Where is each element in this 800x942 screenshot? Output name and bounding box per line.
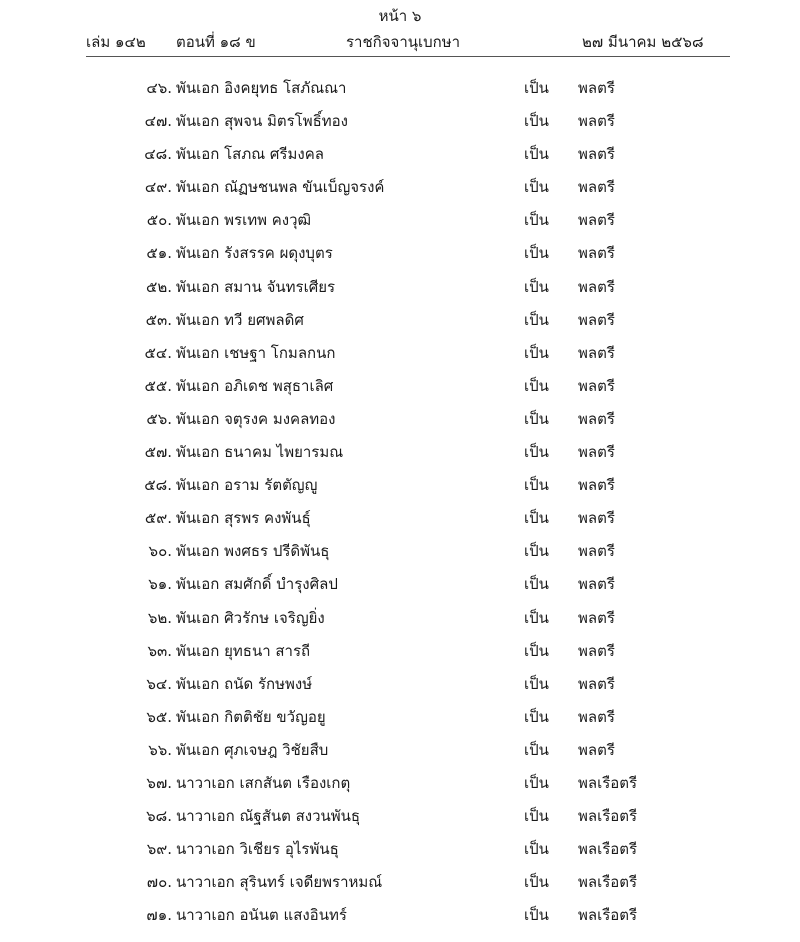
entry-verb: เป็น xyxy=(524,343,549,362)
entry-name: พันเอก กิตติชัย ขวัญอยู xyxy=(176,707,326,726)
list-item xyxy=(0,897,800,930)
list-item xyxy=(0,335,800,368)
entry-number: ๗๑. xyxy=(146,906,172,925)
entry-name: นาวาเอก สุรินทร์ เจดียพราหมณ์ xyxy=(176,873,383,892)
entry-verb: เป็น xyxy=(524,773,549,792)
list-item xyxy=(0,467,800,500)
entry-verb: เป็น xyxy=(524,906,549,925)
entry-rank: พลตรี xyxy=(578,178,615,197)
entry-number: ๖๖. xyxy=(148,740,172,759)
publication-title: ราชกิจจานุเบกษา xyxy=(346,33,461,51)
entry-number: ๖๐. xyxy=(148,542,172,561)
entry-number: ๖๗. xyxy=(146,773,172,792)
appointment-list xyxy=(0,70,800,930)
entry-verb: เป็น xyxy=(524,509,549,528)
list-item xyxy=(0,70,800,103)
entry-verb: เป็น xyxy=(524,641,549,660)
list-item xyxy=(0,302,800,335)
entry-name: พันเอก สมศักดิ์ บำรุงศิลป xyxy=(176,575,338,594)
entry-rank: พลตรี xyxy=(578,707,615,726)
list-item xyxy=(0,434,800,467)
entry-name: พันเอก ศิวรักษ เจริญยิ่ง xyxy=(176,608,325,627)
list-item xyxy=(0,633,800,666)
entry-name: พันเอก ถนัด รักษพงษ์ xyxy=(176,674,313,693)
entry-rank: พลตรี xyxy=(578,542,615,561)
entry-number: ๕๓. xyxy=(145,310,172,329)
entry-rank: พลตรี xyxy=(578,112,615,131)
entry-rank: พลตรี xyxy=(578,310,615,329)
entry-name: พันเอก สุพจน มิตรโพธิ์ทอง xyxy=(176,112,348,131)
entry-name: นาวาเอก วิเชียร อุไรพันธุ xyxy=(176,840,339,859)
entry-number: ๔๗. xyxy=(144,112,172,131)
entry-number: ๖๑. xyxy=(148,575,172,594)
entry-name: พันเอก ศุภเจษฎ วิชัยสืบ xyxy=(176,740,329,759)
list-item xyxy=(0,699,800,732)
entry-name: พันเอก อราม รัตตัญญู xyxy=(176,476,318,495)
entry-name: พันเอก อิงคยุทธ โสภัณณา xyxy=(176,79,347,97)
list-item xyxy=(0,202,800,235)
entry-number: ๔๖. xyxy=(146,79,172,97)
list-item xyxy=(0,798,800,831)
entry-number: ๖๒. xyxy=(147,608,172,627)
entry-number: ๔๘. xyxy=(144,145,172,164)
list-item xyxy=(0,864,800,897)
entry-verb: เป็น xyxy=(524,840,549,859)
entry-rank: พลตรี xyxy=(578,211,615,230)
page-number: หน้า ๖ xyxy=(378,7,422,25)
entry-verb: เป็น xyxy=(524,476,549,495)
publication-date: ๒๗ มีนาคม ๒๕๖๘ xyxy=(582,33,704,51)
entry-verb: เป็น xyxy=(524,145,549,164)
list-item xyxy=(0,136,800,169)
list-item xyxy=(0,235,800,268)
entry-verb: เป็น xyxy=(524,608,549,627)
entry-number: ๖๓. xyxy=(147,641,172,660)
entry-verb: เป็น xyxy=(524,674,549,693)
entry-number: ๖๕. xyxy=(146,707,172,726)
entry-rank: พลตรี xyxy=(578,740,615,759)
entry-rank: พลตรี xyxy=(578,79,615,97)
entry-rank: พลเรือตรี xyxy=(578,840,638,859)
entry-name: พันเอก ทวี ยศพลดิศ xyxy=(176,310,304,329)
header-divider xyxy=(86,56,730,57)
entry-name: พันเอก พงศธร ปรีดิพันธุ xyxy=(176,542,330,561)
entry-number: ๖๙. xyxy=(146,840,172,859)
entry-verb: เป็น xyxy=(524,575,549,594)
volume-label: เล่ม ๑๔๒ xyxy=(86,33,146,51)
entry-rank: พลตรี xyxy=(578,409,615,428)
entry-number: ๕๙. xyxy=(144,509,172,528)
issue-label: ตอนที่ ๑๘ ข xyxy=(176,33,256,51)
list-item xyxy=(0,103,800,136)
gazette-header xyxy=(86,30,730,54)
list-item xyxy=(0,831,800,864)
entry-number: ๕๑. xyxy=(146,244,172,263)
entry-verb: เป็น xyxy=(524,244,549,263)
entry-name: พันเอก จตุรงค มงคลทอง xyxy=(176,409,336,428)
entry-rank: พลเรือตรี xyxy=(578,873,638,892)
list-item xyxy=(0,666,800,699)
entry-name: พันเอก โสภณ ศรีมงคล xyxy=(176,145,324,164)
entry-number: ๖๔. xyxy=(146,674,172,693)
entry-name: นาวาเอก เสกสันต เรืองเกตุ xyxy=(176,773,351,792)
list-item xyxy=(0,600,800,633)
entry-verb: เป็น xyxy=(524,807,549,826)
entry-rank: พลตรี xyxy=(578,343,615,362)
list-item xyxy=(0,765,800,798)
entry-verb: เป็น xyxy=(524,740,549,759)
entry-number: ๗๐. xyxy=(146,873,172,892)
list-item xyxy=(0,566,800,599)
entry-number: ๕๘. xyxy=(144,476,172,495)
entry-verb: เป็น xyxy=(524,707,549,726)
entry-rank: พลตรี xyxy=(578,244,615,263)
entry-rank: พลเรือตรี xyxy=(578,807,638,826)
entry-number: ๖๘. xyxy=(146,807,172,826)
entry-name: พันเอก ณัฏษชนพล ขันเบ็ญจรงค์ xyxy=(176,178,385,197)
entry-number: ๕๔. xyxy=(144,343,172,362)
entry-verb: เป็น xyxy=(524,178,549,197)
entry-rank: พลตรี xyxy=(578,145,615,164)
entry-name: พันเอก สุรพร คงพันธุ์ xyxy=(176,509,311,528)
entry-name: นาวาเอก อนันต แสงอินทร์ xyxy=(176,906,347,925)
entry-verb: เป็น xyxy=(524,211,549,230)
list-item xyxy=(0,169,800,202)
entry-name: พันเอก สมาน จันทรเศียร xyxy=(176,277,336,296)
entry-name: พันเอก อภิเดช พสุธาเลิศ xyxy=(176,376,334,395)
entry-rank: พลตรี xyxy=(578,277,615,296)
entry-rank: พลตรี xyxy=(578,575,615,594)
entry-rank: พลตรี xyxy=(578,641,615,660)
entry-verb: เป็น xyxy=(524,376,549,395)
list-item xyxy=(0,732,800,765)
entry-rank: พลตรี xyxy=(578,674,615,693)
entry-number: ๕๖. xyxy=(146,409,172,428)
list-item xyxy=(0,533,800,566)
entry-rank: พลเรือตรี xyxy=(578,773,638,792)
entry-number: ๕๐. xyxy=(146,211,172,230)
entry-rank: พลตรี xyxy=(578,509,615,528)
entry-name: นาวาเอก ณัฐสันต สงวนพันธุ xyxy=(176,807,361,826)
list-item xyxy=(0,269,800,302)
entry-name: พันเอก รังสรรค ผดุงบุตร xyxy=(176,244,333,263)
list-item xyxy=(0,401,800,434)
entry-rank: พลเรือตรี xyxy=(578,906,638,925)
entry-name: พันเอก ธนาคม ไพยารมณ xyxy=(176,443,344,462)
entry-verb: เป็น xyxy=(524,310,549,329)
entry-rank: พลตรี xyxy=(578,376,615,395)
entry-number: ๔๙. xyxy=(144,178,172,197)
entry-number: ๕๕. xyxy=(144,376,172,395)
entry-verb: เป็น xyxy=(524,409,549,428)
entry-rank: พลตรี xyxy=(578,443,615,462)
entry-name: พันเอก ยุทธนา สารถี xyxy=(176,641,311,660)
list-item xyxy=(0,500,800,533)
entry-verb: เป็น xyxy=(524,443,549,462)
list-item xyxy=(0,368,800,401)
entry-verb: เป็น xyxy=(524,79,549,97)
entry-verb: เป็น xyxy=(524,112,549,131)
entry-rank: พลตรี xyxy=(578,476,615,495)
entry-name: พันเอก พรเทพ คงวุฒิ xyxy=(176,211,312,230)
entry-verb: เป็น xyxy=(524,873,549,892)
entry-verb: เป็น xyxy=(524,542,549,561)
entry-number: ๕๒. xyxy=(145,277,172,296)
entry-verb: เป็น xyxy=(524,277,549,296)
entry-number: ๕๗. xyxy=(144,443,172,462)
entry-rank: พลตรี xyxy=(578,608,615,627)
entry-name: พันเอก เชษฐา โกมลกนก xyxy=(176,343,336,362)
